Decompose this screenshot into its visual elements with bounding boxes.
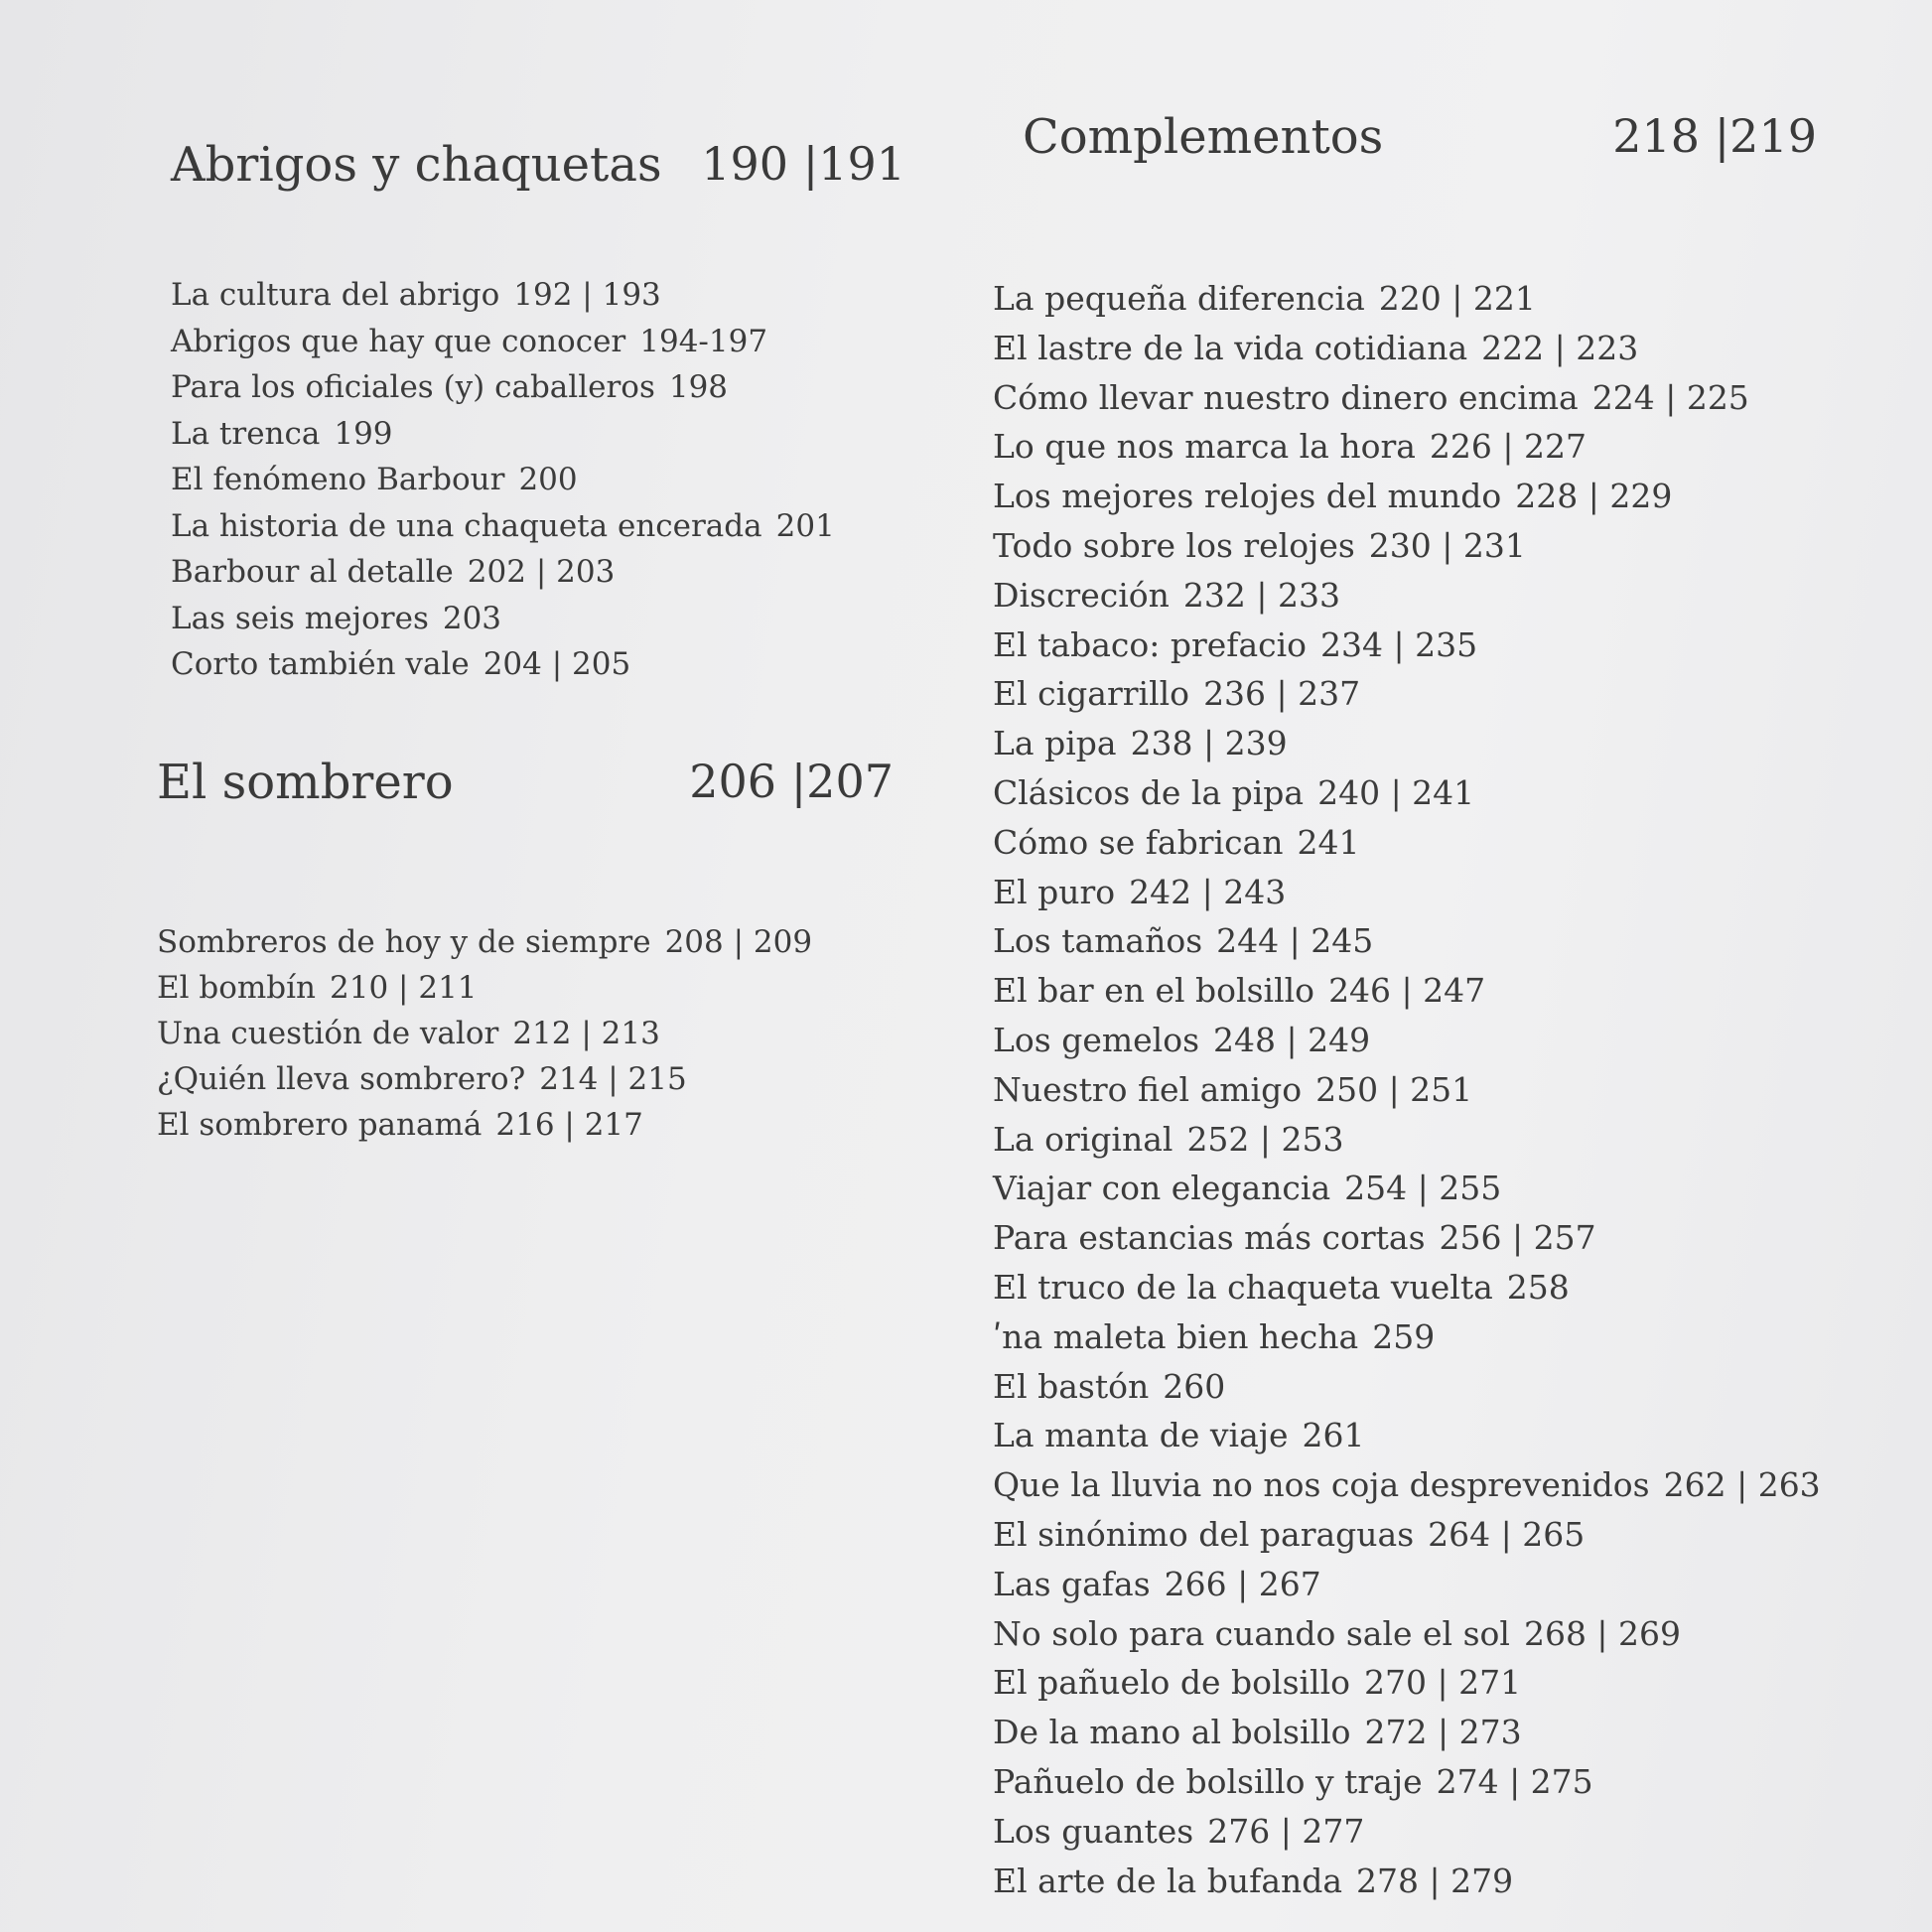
toc-entry-title: Los guantes	[993, 1811, 1194, 1851]
toc-entry-pages: 276 | 277	[1207, 1811, 1365, 1851]
toc-entry	[993, 324, 1817, 373]
toc-entry-pages: 236 | 237	[1203, 674, 1361, 714]
toc-entry	[171, 411, 905, 458]
toc-entry-pages: 212 | 213	[512, 1016, 660, 1051]
toc-entry-title: Que la lluvia no nos coja desprevenidos	[993, 1465, 1650, 1505]
toc-entry-pages: 272 | 273	[1364, 1713, 1522, 1752]
toc-entry-pages: 226 | 227	[1429, 427, 1587, 467]
toc-entry	[171, 503, 905, 550]
toc-entry	[993, 669, 1817, 719]
toc-entry-title: Los tamaños	[993, 921, 1203, 961]
toc-entry	[993, 571, 1817, 621]
toc-entry	[993, 1362, 1817, 1412]
toc-entry-title: La manta de viaje	[993, 1416, 1289, 1455]
toc-entry-title: La historia de una chaqueta encerada	[171, 507, 762, 544]
toc-entry	[171, 364, 905, 411]
toc-entry-title: Una cuestión de valor	[157, 1016, 499, 1051]
section-page-numbers: 190 |191	[701, 137, 905, 191]
section-header	[1023, 109, 1817, 179]
toc-entry-title: El puro	[993, 872, 1116, 911]
toc-entry-title: Nuestro fiel amigo	[993, 1069, 1303, 1109]
toc-entry-pages: 201	[775, 507, 835, 544]
toc-entry-pages: 242 | 243	[1129, 872, 1287, 911]
toc-entry	[171, 596, 905, 642]
toc-entry-title: El bar en el bolsillo	[993, 971, 1315, 1011]
toc-entry-pages: 278 | 279	[1356, 1861, 1514, 1900]
toc-entry-title: El sombrero panamá	[157, 1107, 483, 1143]
toc-entry-title: El sinónimo del paraguas	[993, 1514, 1415, 1554]
toc-entry-title: Clásicos de la pipa	[993, 772, 1305, 812]
toc-entry-title: Las gafas	[993, 1564, 1151, 1603]
toc-entry	[993, 1312, 1817, 1362]
toc-entry-pages: 259	[1372, 1316, 1436, 1356]
section-abrigos-y-chaquetas	[171, 137, 905, 688]
toc-entry-title: Lo que nos marca la hora	[993, 427, 1416, 467]
toc-entry-title: ʹna maleta bien hecha	[993, 1316, 1359, 1356]
toc-entry-title: El truco de la chaqueta vuelta	[993, 1267, 1493, 1307]
toc-entry-pages: 270 | 271	[1364, 1663, 1522, 1703]
toc-entry-pages: 230 | 231	[1368, 525, 1526, 565]
toc-entry	[993, 1510, 1817, 1560]
toc-entry-pages: 232 | 233	[1182, 575, 1340, 615]
toc-entry-pages: 238 | 239	[1130, 724, 1288, 763]
toc-entry-pages: 203	[442, 600, 502, 636]
toc-entry	[171, 549, 905, 596]
toc-entry-title: El arte de la bufanda	[993, 1861, 1343, 1900]
toc-entry-pages: 200	[518, 462, 578, 497]
toc-entry-pages: 224 | 225	[1591, 377, 1749, 417]
toc-entry	[993, 1560, 1817, 1609]
toc-entry	[993, 1708, 1817, 1757]
toc-entry	[993, 1658, 1817, 1708]
toc-entry	[993, 768, 1817, 818]
section-complementos	[993, 109, 1821, 1905]
section-title: Abrigos y chaquetas	[171, 137, 662, 193]
toc-entry-pages: 258	[1506, 1267, 1570, 1307]
toc-entry	[993, 422, 1817, 472]
toc-entry	[993, 1115, 1817, 1165]
toc-entry-title: La pequeña diferencia	[993, 279, 1365, 318]
toc-entry	[993, 818, 1817, 868]
toc-entry-title: Corto también vale	[171, 646, 470, 682]
toc-entry-title: El bombín	[157, 970, 317, 1006]
toc-entry-pages: 228 | 229	[1515, 477, 1673, 516]
toc-entry	[993, 868, 1817, 917]
toc-entry	[993, 1411, 1817, 1460]
toc-entry-pages: 261	[1302, 1416, 1365, 1455]
toc-entry-title: De la mano al bolsillo	[993, 1713, 1351, 1752]
toc-entry-title: No solo para cuando sale el sol	[993, 1613, 1510, 1653]
section-page-numbers: 218 |219	[1612, 109, 1817, 163]
toc-entry	[993, 966, 1817, 1016]
toc-entry-pages: 252 | 253	[1186, 1119, 1344, 1159]
toc-entry	[157, 919, 894, 965]
toc-entry	[993, 373, 1817, 423]
toc-entry-pages: 240 | 241	[1317, 772, 1475, 812]
toc-entry	[993, 1213, 1817, 1263]
toc-entry	[171, 641, 905, 688]
toc-entry-pages: 222 | 223	[1481, 328, 1639, 367]
section-title: Complementos	[1023, 109, 1384, 165]
toc-entry-title: La cultura del abrigo	[171, 277, 500, 313]
toc-entry	[993, 1857, 1817, 1906]
toc-entry	[171, 457, 905, 503]
toc-entry-title: El fenómeno Barbour	[171, 462, 505, 497]
toc-entry	[171, 319, 905, 365]
toc-entry-pages: 198	[668, 369, 729, 405]
toc-entry-pages: 268 | 269	[1523, 1613, 1682, 1653]
toc-entry	[171, 272, 905, 319]
toc-entry-title: Cómo se fabrican	[993, 822, 1284, 862]
toc-entry-list	[157, 919, 894, 1148]
toc-entry-pages: 260	[1163, 1366, 1226, 1406]
section-page-numbers: 206 |207	[689, 755, 894, 808]
toc-entry	[993, 521, 1817, 571]
toc-entry-pages: 250 | 251	[1315, 1069, 1473, 1109]
toc-entry-pages: 254 | 255	[1344, 1169, 1502, 1208]
toc-entry-pages: 244 | 245	[1216, 921, 1374, 961]
toc-entry-title: La original	[993, 1119, 1173, 1159]
toc-entry-pages: 274 | 275	[1436, 1761, 1593, 1801]
toc-entry	[993, 1609, 1817, 1659]
section-title: El sombrero	[157, 755, 454, 810]
toc-entry-title: Cómo llevar nuestro dinero encima	[993, 377, 1579, 417]
toc-entry-pages: 256 | 257	[1439, 1218, 1596, 1258]
toc-entry-list	[993, 274, 1821, 1905]
toc-entry	[993, 1757, 1817, 1807]
toc-entry-title: El tabaco: prefacio	[993, 624, 1308, 664]
toc-entry	[993, 1065, 1817, 1115]
section-header	[171, 137, 905, 207]
toc-entry-title: Viajar con elegancia	[993, 1169, 1331, 1208]
toc-entry-pages: 194-197	[639, 323, 768, 359]
toc-entry-title: El bastón	[993, 1366, 1150, 1406]
toc-entry-title: Los mejores relojes del mundo	[993, 477, 1502, 516]
section-header	[157, 755, 894, 824]
toc-entry-pages: 216 | 217	[495, 1107, 643, 1143]
toc-entry-pages: 246 | 247	[1328, 971, 1486, 1011]
toc-entry	[157, 1056, 894, 1102]
toc-entry-pages: 192 | 193	[513, 277, 661, 313]
toc-entry-title: Para los oficiales (y) caballeros	[171, 369, 655, 405]
toc-entry	[993, 719, 1817, 768]
toc-entry	[993, 274, 1817, 324]
toc-entry-pages: 208 | 209	[664, 924, 813, 960]
section-el-sombrero	[157, 755, 894, 1148]
toc-entry-pages: 214 | 215	[539, 1061, 687, 1097]
toc-entry-pages: 202 | 203	[467, 554, 616, 590]
toc-entry	[157, 965, 894, 1011]
toc-entry	[993, 916, 1817, 966]
toc-entry-title: El lastre de la vida cotidiana	[993, 328, 1468, 367]
toc-entry-pages: 266 | 267	[1164, 1564, 1321, 1603]
toc-entry-title: Pañuelo de bolsillo y traje	[993, 1761, 1423, 1801]
toc-entry	[993, 1164, 1817, 1213]
toc-entry-title: Abrigos que hay que conocer	[171, 323, 626, 359]
toc-entry-title: Los gemelos	[993, 1020, 1200, 1059]
toc-entry	[157, 1011, 894, 1056]
toc-entry-pages: 199	[334, 415, 393, 452]
toc-entry-pages: 248 | 249	[1213, 1020, 1371, 1059]
toc-entry-pages: 210 | 211	[330, 970, 478, 1006]
toc-entry	[993, 1263, 1817, 1312]
toc-entry-pages: 241	[1297, 822, 1360, 862]
toc-entry-title: Para estancias más cortas	[993, 1218, 1426, 1258]
toc-entry-pages: 234 | 235	[1320, 624, 1478, 664]
toc-entry-title: El pañuelo de bolsillo	[993, 1663, 1351, 1703]
toc-entry	[993, 1807, 1817, 1857]
toc-entry-title: Todo sobre los relojes	[993, 525, 1355, 565]
toc-entry-pages: 204 | 205	[483, 646, 631, 682]
toc-entry-title: La trenca	[171, 415, 321, 452]
toc-entry	[993, 472, 1817, 521]
toc-entry-list	[171, 272, 905, 688]
toc-entry-title: Las seis mejores	[171, 600, 429, 636]
toc-entry-pages: 262 | 263	[1663, 1465, 1821, 1505]
toc-entry-pages: 220 | 221	[1378, 279, 1536, 318]
toc-entry-title: La pipa	[993, 724, 1117, 763]
toc-entry-title: Barbour al detalle	[171, 554, 454, 590]
toc-entry-pages: 264 | 265	[1428, 1514, 1586, 1554]
toc-entry	[993, 621, 1817, 670]
toc-entry	[157, 1102, 894, 1148]
toc-entry	[993, 1016, 1817, 1065]
toc-entry-title: Sombreros de hoy y de siempre	[157, 924, 651, 960]
toc-entry-title: El cigarrillo	[993, 674, 1190, 714]
toc-entry-title: ¿Quién lleva sombrero?	[157, 1061, 526, 1097]
toc-entry	[993, 1460, 1821, 1510]
toc-entry-title: Discreción	[993, 575, 1170, 615]
